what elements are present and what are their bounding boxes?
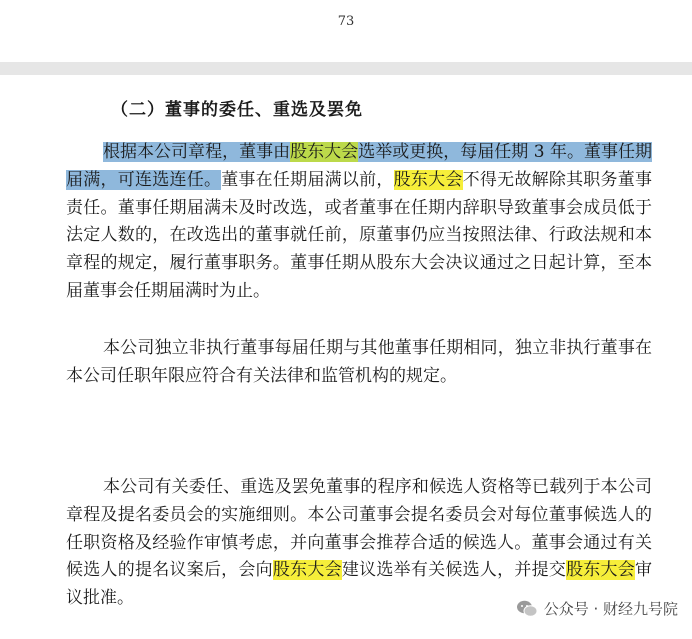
page-number: 73: [337, 14, 355, 29]
section-heading: （二）董事的委任、重选及罢免: [111, 100, 363, 120]
watermark: [512, 596, 682, 621]
highlight-shareholders-meeting: 股东大会: [272, 560, 342, 581]
highlight-shareholders-meeting: 股东大会: [290, 142, 359, 162]
watermark-text: 公众号 · 财经九号院: [543, 600, 678, 618]
highlight-shareholders-meeting: 股东大会: [393, 169, 463, 190]
paragraph-nomination: 本公司有关委任、重选及罢免董事的程序和候选人资格等已载列于本公司章程及提名委员会的实施细则。本公司董事会提名委员会对每位董事候选人的任职资格及经验作审慎考虑，并向董事会推荐合适的候选人。董事会通过有关候选人的提名议案后，会向股东大会建议选举有关候选人，并提交股东大会审议批准。: [66, 477, 653, 609]
previous-page: [0, 0, 692, 62]
highlight-shareholders-meeting: 股东大会: [566, 560, 636, 581]
paragraph-term: 根据本公司章程，董事由股东大会选举或更换，每届任期 3 年。董事任期届满，可连选连任。董事在任期届满以前，股东大会不得无故解除其职务董事责任。董事任期届满未及时改选，或者董事在任期内辞职导致董事会成员低于法定人数的，在改选出的董事就任前，原董事仍应当按照法律、行政法规和本章程的规定，履行董事职务。董事任期从股东大会决议通过之日起计算，至本届董事会任期届满时为止。: [66, 142, 653, 301]
paragraph-independent-directors: 本公司独立非执行董事每届任期与其他董事任期相同，独立非执行董事在本公司任职年限应符合有关法律和监管机构的规定。: [66, 338, 652, 386]
page-separator: [0, 62, 692, 75]
selected-text[interactable]: 根据本公司章程，董事由股东大会选举或更换，每届任期 3 年。董事任期届满，可连选连任。: [66, 142, 653, 190]
wechat-icon: [516, 599, 538, 619]
